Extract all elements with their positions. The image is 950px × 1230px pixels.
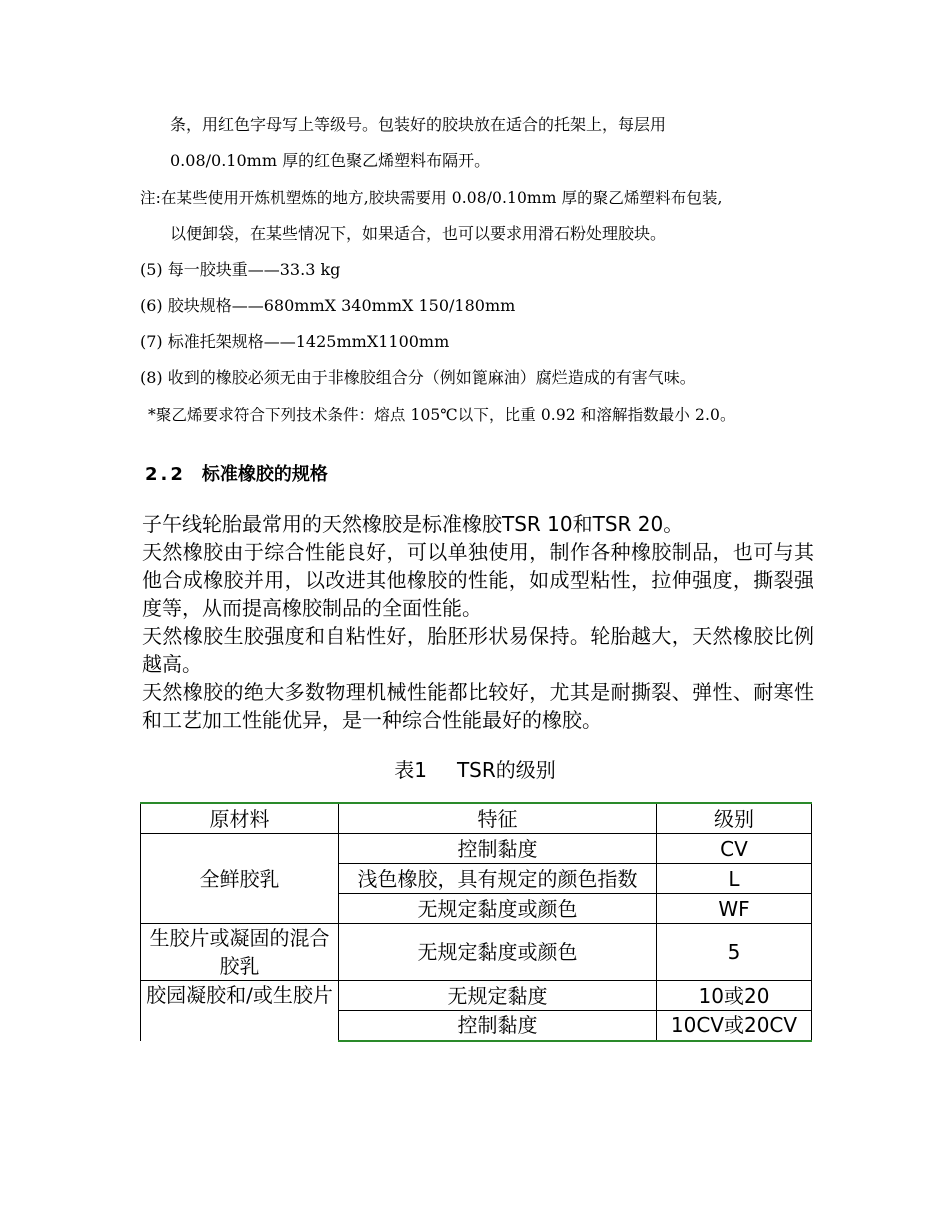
- item-6: (6) 胶块规格——680mmX 340mmX 150/180mm: [140, 296, 516, 315]
- feature-cell: 无规定黏度: [339, 981, 657, 1011]
- table-row: [141, 834, 812, 864]
- paragraph-4: 天然橡胶的绝大多数物理机械性能都比较好，尤其是耐撕裂、弹性、耐寒性和工艺加工性能优异，是一种综合性能最好的橡胶。: [142, 680, 814, 732]
- material-cell: 生胶片或凝固的混合胶乳: [141, 924, 339, 981]
- table-caption-number: 表1: [394, 758, 427, 782]
- grade-cell: CV: [657, 834, 812, 864]
- header-feature: 特征: [339, 803, 657, 834]
- polyethylene-note: *聚乙烯要求符合下列技术条件：熔点 105℃以下，比重 0.92 和溶解指数最小 2.0。: [148, 406, 736, 424]
- grade-cell: 10或20: [657, 981, 812, 1011]
- section-heading: [145, 460, 328, 486]
- note-line-1: 注:在某些使用开炼机塑炼的地方,胶块需要用 0.08/0.10mm 厚的聚乙烯塑料布包装,: [140, 189, 723, 207]
- feature-cell: 无规定黏度或颜色: [339, 924, 657, 981]
- paragraph-1: 子午线轮胎最常用的天然橡胶是标准橡胶TSR 10和TSR 20。: [142, 512, 684, 536]
- feature-cell: 浅色橡胶，具有规定的颜色指数: [339, 864, 657, 894]
- material-cell: 全鲜胶乳: [141, 834, 339, 924]
- paragraph-2: 天然橡胶由于综合性能良好，可以单独使用，制作各种橡胶制品，也可与其他合成橡胶并用，以改进其他橡胶的性能，如成型粘性，拉伸强度，撕裂强度等，从而提高橡胶制品的全面性能。: [142, 540, 814, 620]
- item-8: (8) 收到的橡胶必须无由于非橡胶组合分（例如篦麻油）腐烂造成的有害气味。: [140, 368, 696, 387]
- feature-cell: 控制黏度: [339, 834, 657, 864]
- feature-cell: 控制黏度: [339, 1011, 657, 1041]
- grade-cell: 10CV或20CV: [657, 1011, 812, 1041]
- table-row: [141, 981, 812, 1011]
- item-5: (5) 每一胶块重——33.3 kg: [140, 260, 341, 279]
- paragraph-3: 天然橡胶生胶强度和自粘性好，胎胚形状易保持。轮胎越大，天然橡胶比例越高。: [142, 624, 814, 676]
- item-7: (7) 标准托架规格——1425mmX1100mm: [140, 332, 450, 351]
- section-title: 标准橡胶的规格: [201, 464, 328, 485]
- text-line-2: 0.08/0.10mm 厚的红色聚乙烯塑料布隔开。: [170, 151, 491, 170]
- section-number: 2.2: [145, 464, 186, 485]
- table-header-row: [141, 803, 812, 834]
- table-caption: [0, 756, 950, 784]
- tsr-grade-table: [140, 802, 812, 1042]
- table-row: [141, 924, 812, 981]
- note-line-2: 以便卸袋，在某些情况下，如果适合，也可以要求用滑石粉处理胶块。: [170, 224, 667, 243]
- header-grade: 级别: [657, 803, 812, 834]
- grade-cell: WF: [657, 894, 812, 924]
- material-cell: 胶园凝胶和/或生胶片: [141, 981, 339, 1041]
- grade-cell: 5: [657, 924, 812, 981]
- table-caption-title: TSR的级别: [456, 758, 556, 782]
- grade-cell: L: [657, 864, 812, 894]
- feature-cell: 无规定黏度或颜色: [339, 894, 657, 924]
- text-line-1: 条，用红色字母写上等级号。包装好的胶块放在适合的托架上，每层用: [170, 115, 667, 134]
- header-material: 原材料: [141, 803, 339, 834]
